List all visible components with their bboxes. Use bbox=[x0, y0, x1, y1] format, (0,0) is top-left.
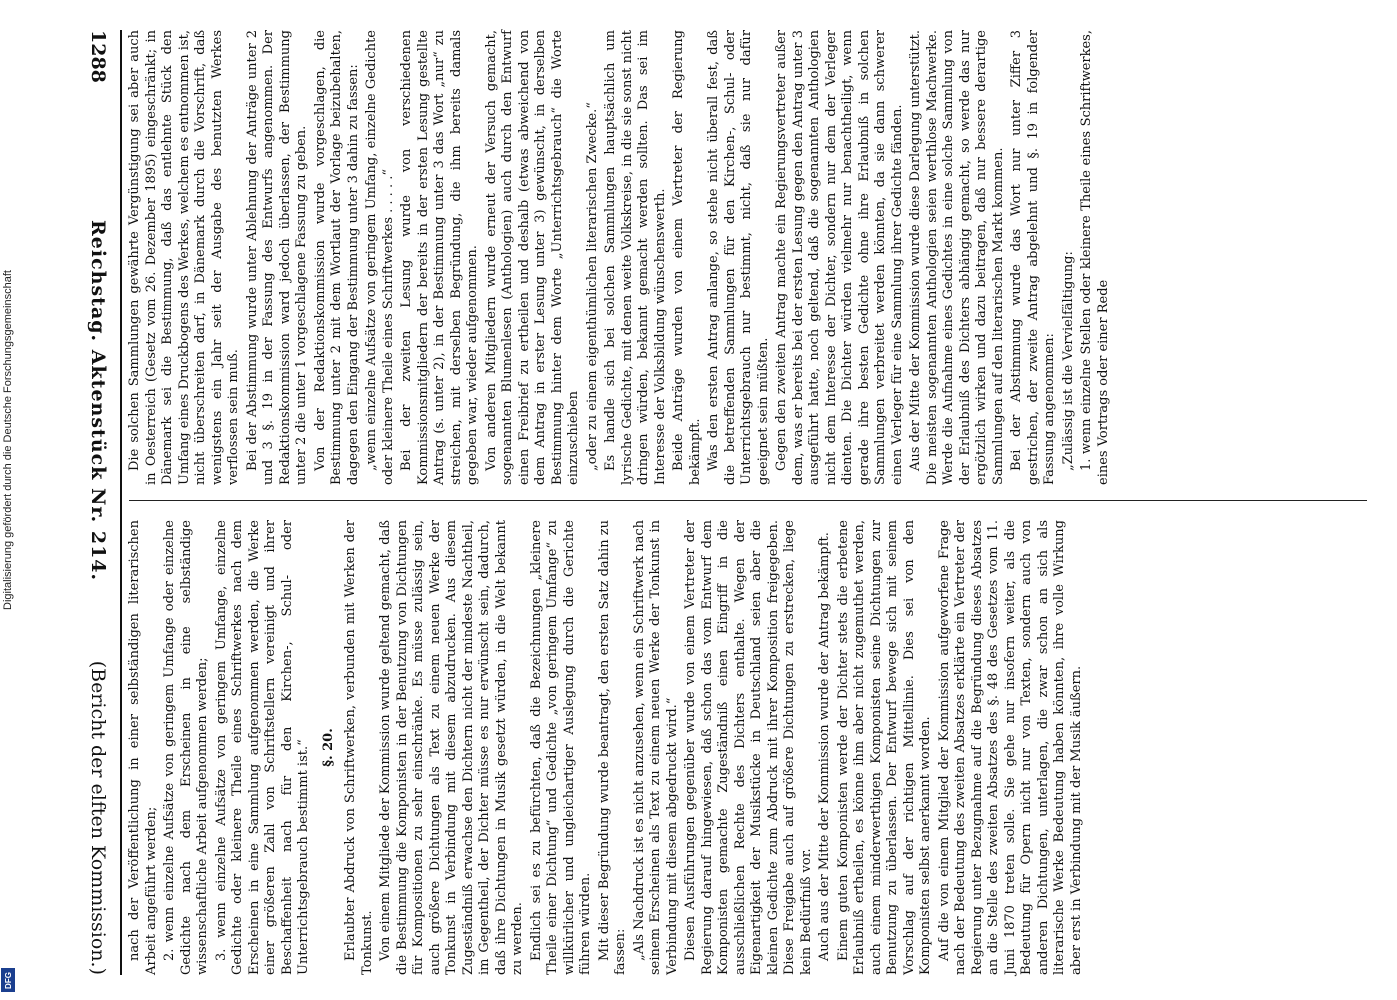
right-column bbox=[127, 520, 1367, 975]
page-title: Reichstag. Aktenstück Nr. 214. bbox=[87, 220, 109, 582]
paragraph: Bei der Abstimmung wurde das Wort nur unter Ziffer 3 gestrichen, der zweite Antrag abgelehnt und §. 19 in folgender Fassung angenommen: bbox=[1009, 30, 1057, 485]
paragraph: Diesen Ausführungen gegenüber wurde von einem Vertreter der Regierung darauf hingewiesen, daß schon das vom Entwurf dem Komponisten gemachte Zugeständniß einen Eingriff in die ausschließlichen Rechte des Dichters enthalte. Wegen der Eigenartigkeit der Musikstücke in Deutschland seien aber die kleinen Gedichte zum Abdruck mit ihrer Komposition freigegeben. Diese Freigabe auch auf größere Dichtungen zu erstrecken, liege kein Bedürfniß vor. bbox=[683, 520, 814, 975]
paragraph: „oder zu einem eigenthümlichen literarischen Zwecke.“ bbox=[584, 102, 600, 471]
paragraph: Einem guten Komponisten werde der Dichter stets die erbetene Erlaubniß ertheilen, es könne ihm aber nicht zugemuthet werden, auch einem minderwerthigen Komponisten seine Dichtungen zur Benutzung zu überlassen. Der Entwurf bewege sich mit seinem Vorschlag auf der richtigen Mittellinie. Dies sei von den Komponisten selbst anerkannt worden. bbox=[835, 520, 933, 975]
paragraph: 3. wenn einzelne Aufsätze von geringem Umfange, einzelne Gedichte oder kleinere Theile eines Schriftwerkes nach dem Erscheinen in eine Sammlung aufgenommen werden, die Werke einer größeren Zahl von Schriftstellern vereinigt und ihrer Beschaffenheit nach für den Kirchen-, Schul- oder Unterrichtsgebrauch bestimmt ist.“ bbox=[213, 520, 311, 975]
paragraph: Auf die von einem Mitglied der Kommission aufgeworfene Frage nach der Bedeutung des zweiten Absatzes erklärte ein Vertreter der Regierung unter Bezugnahme auf die Begründung dieses Absatzes an die Stelle des zweiten Absatzes des §. 48 des Gesetzes vom 11. Juni 1870 treten solle. Sie gehe nur insofern weiter, als die Bedeutung für Opern nicht nur von Texten, sondern auch von anderen Dichtungen, unterlagen, die zwar schon an sich als literarische Werke Bedeutung haben könnten, ihre volle Wirkung aber erst in Verbindung mit der Musik äußern. bbox=[936, 520, 1084, 975]
paragraph: „wenn einzelne Aufsätze von geringem Umfang, einzelne Gedichte oder kleinere Theile eines Schriftwerkes . . . . .“ bbox=[364, 30, 396, 485]
paragraph: Endlich sei es zu befürchten, daß die Bezeichnungen „kleinere Theile einer Dichtung“ und Gedichte „von geringem Umfange“ zu willkürlicher und ungleichartiger Auslegung durch die Gerichte führen würden. bbox=[528, 520, 593, 975]
paragraph: 1. wenn einzelne Stellen oder kleinere Theile eines Schriftwerkes, eines Vortrags oder einer Rede bbox=[1079, 30, 1111, 485]
paragraph: nach der Veröffentlichung in einer selbständigen literarischen Arbeit angeführt werden; bbox=[127, 520, 159, 975]
paragraph: Von der Redaktionskommission wurde vorgeschlagen, die Bestimmung unter 2 mit dem Wortlaut der Vorlage beizubehalten, dagegen den Eingang der Bestimmung unter 3 dahin zu fassen: bbox=[312, 30, 361, 485]
paragraph: Auch aus der Mitte der Kommission wurde der Antrag bekämpft. bbox=[817, 532, 832, 961]
page-number: 1288 bbox=[87, 30, 109, 83]
paragraph: Bei der zweiten Lesung wurde von verschiedenen Kommissionsmitgliedern der bereits in der ersten Lesung gestellte Antrag (s. unter 2), in der Bestimmung unter 3 das Wort „nur“ zu streichen, mit derselben Begründung, die ihm bereits damals gegeben war, wieder aufgenommen. bbox=[399, 30, 480, 485]
section-heading: §. 20. bbox=[320, 728, 336, 767]
paragraph: „Als Nachdruck ist es nicht anzusehen, wenn ein Schriftwerk nach seinem Erscheinen als Text zu einem neuen Werke der Tonkunst in Verbindung mit diesem abgedruckt wird.“ bbox=[631, 520, 680, 975]
paragraph: Es handle sich bei solchen Sammlungen hauptsächlich um lyrische Gedichte, mit denen weite Volkskreise, in die sie sonst nicht dringen würden, bekannt gemacht werden sollten. Das sei im Interesse der Volksbildung wünschenswerth. bbox=[603, 30, 668, 485]
paragraph: Aus der Mitte der Kommission wurde diese Darlegung unterstützt. Die meisten sogenannten Anthologien seien werthlose Machwerke. Werde die Aufnahme eines Gedichtes in eine solche Sammlung von der Erlaubniß des Dichters abhängig gemacht, so werde das nur ergötzlich wirken und dazu beitragen, daß nur bessere derartige Sammlungen auf den literarischen Markt kommen. bbox=[908, 30, 1006, 485]
header-rule bbox=[120, 30, 122, 975]
paragraph: Die solchen Sammlungen gewährte Vergünstigung sei aber auch in Oesterreich (Gesetz vom 26. Dezember 1895) eingeschränkt; in Dänemark sei die Bestimmung, daß das entlehnte Stück den Umfang eines Druckbogens des Werkes, welchem es entnommen ist, nicht überschreiten darf, in Dänemark durch die Vorschrift, daß wenigstens ein Jahr seit der Ausgabe des benutzten Werkes verflossen sein muß. bbox=[127, 30, 241, 485]
paragraph: Gegen den zweiten Antrag machte ein Regierungsvertreter außer dem, was er bereits bei der ersten Lesung gegen den Antrag unter 3 ausgeführt hatte, noch geltend, daß die sogenannten Anthologien nicht dem Interesse der Dichter, sondern nur dem der Verleger dienten. Die Dichter würden vielmehr nur benachtheiligt, wenn gerade ihre besten Gedichte ohne ihre Erlaubniß in solchen Sammlungen verbreitet werden könnten, da sie dann schwerer einen Verleger für eine Sammlung ihrer Gedichte fänden. bbox=[774, 30, 905, 485]
credit-text: Digitalisierung gefördert durch die Deutsche Forschungsgemeinschaft bbox=[2, 270, 14, 610]
paragraph: Beide Anträge wurden von einem Vertreter der Regierung bekämpft. bbox=[671, 30, 703, 485]
paragraph: „Zulässig ist die Vervielfältigung: bbox=[1060, 251, 1076, 471]
paragraph: Von anderen Mitgliedern wurde erneut der Versuch gemacht, sogenannten Blumenlesen (Anthologien) auch durch den Entwurf einen Freibrief zu ertheilen und deshalb (etwas abweichend von dem Antrag in erster Lesung unter 3) gewünscht, in derselben Bestimmung hinter dem Worte „Unterrichtsgebrauch“ die Worte einzuschieben bbox=[483, 30, 581, 485]
page-subtitle: (Bericht der elften Kommission.) bbox=[87, 660, 109, 975]
paragraph: Bei der Abstimmung wurde unter Ablehnung der Anträge unter 2 und 3 §. 19 in der Fassung des Entwurfs angenommen. Der Redaktionskommission ward jedoch überlassen, der Bestimmung unter 2 die unter 1 vorgeschlagene Fassung zu geben. bbox=[244, 30, 309, 485]
paragraph: Was den ersten Antrag anlange, so stehe nicht überall fest, daß die betreffenden Sammlungen für den Kirchen-, Schul- oder Unterrichtsgebrauch nur bestimmt, nicht, daß sie nur dafür geeignet sein müßten. bbox=[706, 30, 771, 485]
paragraph: Von einem Mitgliede der Kommission wurde geltend gemacht, daß die Bestimmung die Komponisten in der Benutzung von Dichtungen für Kompositionen zu sehr einschränke. Es müsse zulässig sein, auch größere Dichtungen als Text zu einem neuen Werke der Tonkunst in Verbindung mit diesem abzudrucken. Aus diesem Zugeständniß erwachse den Dichtern nicht der mindeste Nachtheil, im Gegentheil, der Dichter müsse es nur erwünscht sein, dadurch, daß ihre Dichtungen in Musik gesetzt würden, in die Welt bekannt zu werden. bbox=[378, 520, 525, 975]
paragraph: Mit dieser Begründung wurde beantragt, den ersten Satz dahin zu fassen: bbox=[596, 520, 628, 975]
dfg-logo bbox=[1, 968, 15, 992]
page-header bbox=[79, 30, 115, 975]
digitization-credit bbox=[0, 0, 18, 1000]
logo-text: DFG bbox=[3, 971, 13, 989]
paragraph: Erlaubter Abdruck von Schriftwerken, verbunden mit Werken der Tonkunst. bbox=[343, 520, 375, 975]
column-divider bbox=[129, 500, 1367, 501]
left-column bbox=[127, 30, 1367, 485]
paragraph: 2. wenn einzelne Aufsätze von geringem Umfange oder einzelne Gedichte nach dem Erscheinen in eine selbständige wissenschaftliche Arbeit aufgenommen werden; bbox=[162, 520, 210, 975]
